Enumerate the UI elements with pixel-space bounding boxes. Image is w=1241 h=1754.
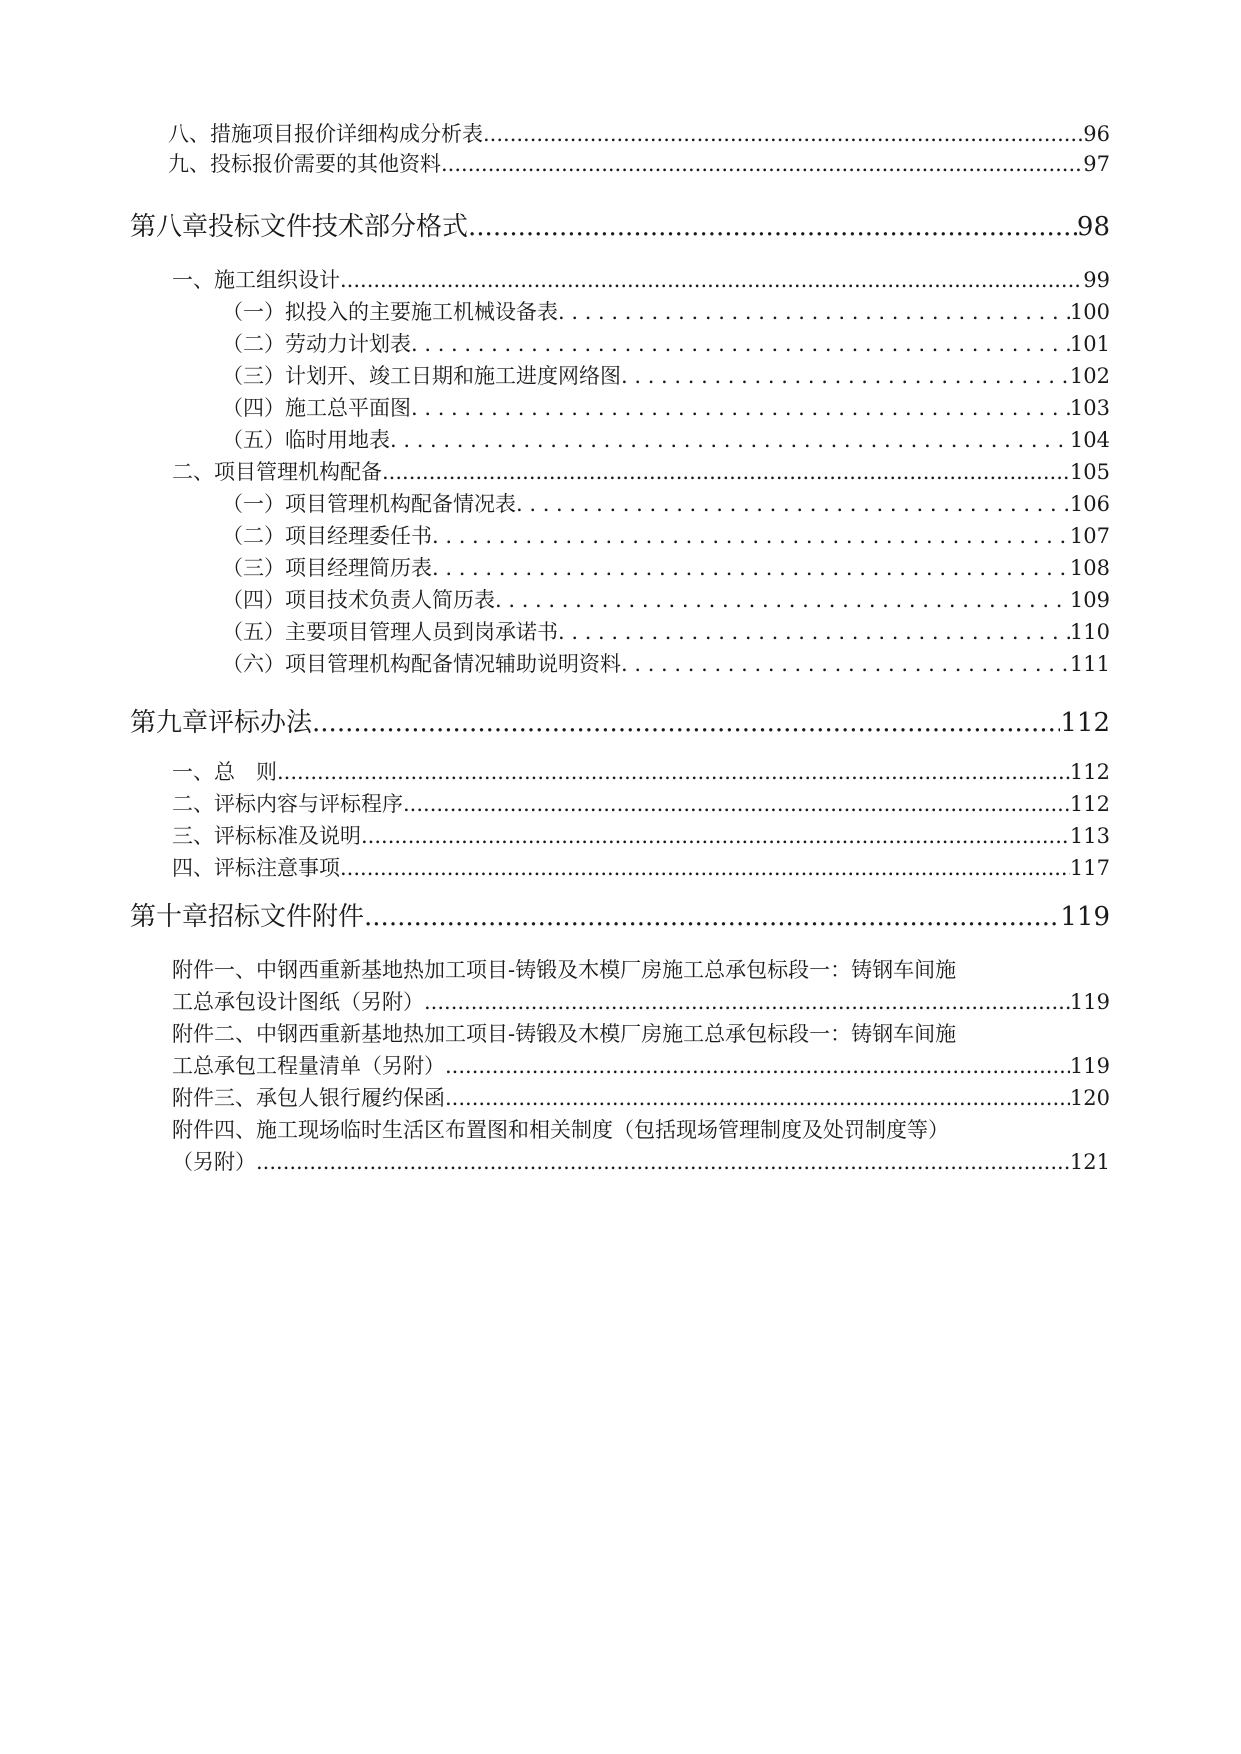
toc-chapter-title: 评标办法 — [208, 708, 313, 738]
toc-leader — [340, 856, 1070, 880]
toc-entry-title: 项目管理机构配备情况辅助说明资料 — [285, 652, 621, 676]
toc-chapter-entry[interactable] — [130, 702, 1110, 739]
toc-entry-page: 119 — [1069, 1054, 1110, 1078]
toc-entry-page: 120 — [1069, 1086, 1110, 1110]
toc-entry-title: 附件三、承包人银行履约保函 — [172, 1086, 445, 1110]
toc-entry-page: 99 — [1083, 268, 1110, 292]
toc-entry-page: 111 — [1069, 652, 1110, 676]
toc-entry-title: 工总承包设计图纸（另附） — [172, 990, 424, 1014]
toc-entry-page: 117 — [1069, 856, 1110, 880]
toc-attachment-entry[interactable] — [172, 986, 1110, 1016]
toc-leader — [390, 428, 1070, 452]
toc-entry[interactable] — [168, 148, 1110, 178]
toc-entry-number: 一、 — [172, 268, 214, 292]
toc-leader — [364, 902, 1060, 932]
toc-entry-title: 施工总平面图 — [285, 396, 411, 420]
toc-entry-page: 119 — [1060, 902, 1110, 932]
toc-entry-page: 101 — [1069, 332, 1110, 356]
toc-subentry[interactable] — [222, 424, 1110, 454]
toc-entry-title: 投标报价需要的其他资料 — [210, 152, 441, 176]
toc-subentry[interactable] — [222, 584, 1110, 614]
toc-entry-page: 119 — [1069, 990, 1110, 1014]
toc-entry-page: 100 — [1069, 300, 1110, 324]
toc-attachment-entry[interactable] — [172, 1146, 1110, 1176]
toc-entry-title: 施工组织设计 — [214, 268, 340, 292]
toc-leader — [621, 364, 1070, 388]
toc-entry-title: 临时用地表 — [285, 428, 390, 452]
toc-leader — [277, 760, 1070, 784]
toc-entry-title: 措施项目报价详细构成分析表 — [210, 122, 483, 146]
toc-leader — [558, 300, 1070, 324]
toc-entry-page: 121 — [1069, 1150, 1110, 1174]
toc-entry[interactable] — [172, 456, 1110, 486]
toc-entry-title: 三、评标标准及说明 — [172, 824, 361, 848]
toc-leader — [441, 152, 1083, 176]
toc-leader — [411, 332, 1070, 356]
toc-leader — [361, 824, 1070, 848]
toc-leader — [340, 268, 1083, 292]
toc-leader — [256, 1150, 1070, 1174]
toc-entry-title: 项目管理机构配备 — [214, 460, 382, 484]
toc-chapter-entry[interactable] — [130, 206, 1110, 243]
toc-subentry[interactable] — [222, 360, 1110, 390]
toc-entry-page: 112 — [1069, 792, 1110, 816]
toc-entry-number: （二） — [222, 524, 285, 548]
toc-entry-title: 拟投入的主要施工机械设备表 — [285, 300, 558, 324]
toc-chapter-entry[interactable] — [130, 896, 1110, 933]
toc-entry-number: （二） — [222, 332, 285, 356]
toc-leader — [432, 556, 1070, 580]
toc-leader — [424, 990, 1070, 1014]
toc-entry-title: 项目技术负责人简历表 — [285, 588, 495, 612]
toc-entry-page: 112 — [1069, 760, 1110, 784]
toc-entry-page: 97 — [1083, 152, 1110, 176]
toc-chapter-number: 第八章 — [130, 212, 209, 242]
toc-chapter-number: 第九章 — [130, 708, 209, 738]
toc-entry-number: （三） — [222, 556, 285, 580]
toc-attachment-entry[interactable] — [172, 1050, 1110, 1080]
toc-entry-number: （六） — [222, 652, 285, 676]
toc-entry-number: （一） — [222, 300, 285, 324]
toc-entry-page: 107 — [1069, 524, 1110, 548]
toc-leader — [621, 652, 1070, 676]
toc-leader — [558, 620, 1070, 644]
toc-leader — [516, 492, 1070, 516]
toc-entry-title: 四、评标注意事项 — [172, 856, 340, 880]
toc-entry-number: 八、 — [168, 122, 210, 146]
toc-subentry[interactable] — [222, 488, 1110, 518]
toc-attachment-line1[interactable]: 附件一、中钢西重新基地热加工项目-铸锻及木模厂房施工总承包标段一：铸钢车间施 — [172, 958, 957, 982]
toc-entry-page: 112 — [1060, 708, 1110, 738]
toc-entry-number: 二、 — [172, 460, 214, 484]
toc-leader — [483, 122, 1083, 146]
toc-entry-number: （五） — [222, 620, 285, 644]
toc-entry-page: 98 — [1076, 212, 1110, 242]
toc-entry[interactable] — [172, 788, 1110, 818]
toc-entry[interactable] — [172, 264, 1110, 294]
toc-entry-title: 计划开、竣工日期和施工进度网络图 — [285, 364, 621, 388]
toc-attachment-entry[interactable] — [172, 1082, 1110, 1112]
toc-subentry[interactable] — [222, 616, 1110, 646]
toc-entry[interactable] — [168, 118, 1110, 148]
toc-entry-number: （一） — [222, 492, 285, 516]
toc-subentry[interactable] — [222, 392, 1110, 422]
toc-leader — [432, 524, 1070, 548]
toc-chapter-title: 投标文件技术部分格式 — [208, 212, 469, 242]
toc-entry-page: 102 — [1069, 364, 1110, 388]
toc-entry-number: 九、 — [168, 152, 210, 176]
toc-leader — [445, 1054, 1070, 1078]
toc-entry-page: 105 — [1069, 460, 1110, 484]
toc-entry-number: （三） — [222, 364, 285, 388]
toc-leader — [312, 708, 1060, 738]
toc-subentry[interactable] — [222, 296, 1110, 326]
toc-subentry[interactable] — [222, 520, 1110, 550]
toc-subentry[interactable] — [222, 648, 1110, 678]
toc-subentry[interactable] — [222, 552, 1110, 582]
toc-entry-title: 项目经理委任书 — [285, 524, 432, 548]
toc-entry-title: 项目管理机构配备情况表 — [285, 492, 516, 516]
toc-leader — [403, 792, 1070, 816]
toc-entry-page: 103 — [1069, 396, 1110, 420]
toc-leader — [411, 396, 1070, 420]
toc-subentry[interactable] — [222, 328, 1110, 358]
toc-entry-page: 104 — [1069, 428, 1110, 452]
toc-chapter-title: 招标文件附件 — [208, 902, 365, 932]
toc-attachment-line1[interactable]: 附件二、中钢西重新基地热加工项目-铸锻及木模厂房施工总承包标段一：铸钢车间施 — [172, 1022, 957, 1046]
toc-entry-title: 主要项目管理人员到岗承诺书 — [285, 620, 558, 644]
toc-leader — [445, 1086, 1070, 1110]
toc-entry-page: 108 — [1069, 556, 1110, 580]
toc-entry-title: （另附） — [172, 1150, 256, 1174]
toc-entry[interactable] — [172, 756, 1110, 786]
toc-entry-page: 110 — [1069, 620, 1110, 644]
toc-entry-title: 劳动力计划表 — [285, 332, 411, 356]
toc-chapter-number: 第十章 — [130, 902, 209, 932]
toc-entry-page: 106 — [1069, 492, 1110, 516]
toc-attachment-line1[interactable]: 附件四、施工现场临时生活区布置图和相关制度（包括现场管理制度及处罚制度等） — [172, 1118, 949, 1142]
toc-entry[interactable] — [172, 820, 1110, 850]
toc-entry-title: 项目经理简历表 — [285, 556, 432, 580]
toc-entry-number: （五） — [222, 428, 285, 452]
toc-leader — [495, 588, 1070, 612]
toc-entry-number: （四） — [222, 396, 285, 420]
toc-entry-page: 109 — [1069, 588, 1110, 612]
toc-entry-title: 一、总 则 — [172, 760, 277, 784]
toc-entry[interactable] — [172, 852, 1110, 882]
toc-entry-title: 工总承包工程量清单（另附） — [172, 1054, 445, 1078]
toc-entry-page: 96 — [1083, 122, 1110, 146]
toc-entry-number: （四） — [222, 588, 285, 612]
toc-entry-page: 113 — [1069, 824, 1110, 848]
toc-leader — [468, 212, 1077, 242]
toc-entry-title: 二、评标内容与评标程序 — [172, 792, 403, 816]
toc-leader — [382, 460, 1070, 484]
